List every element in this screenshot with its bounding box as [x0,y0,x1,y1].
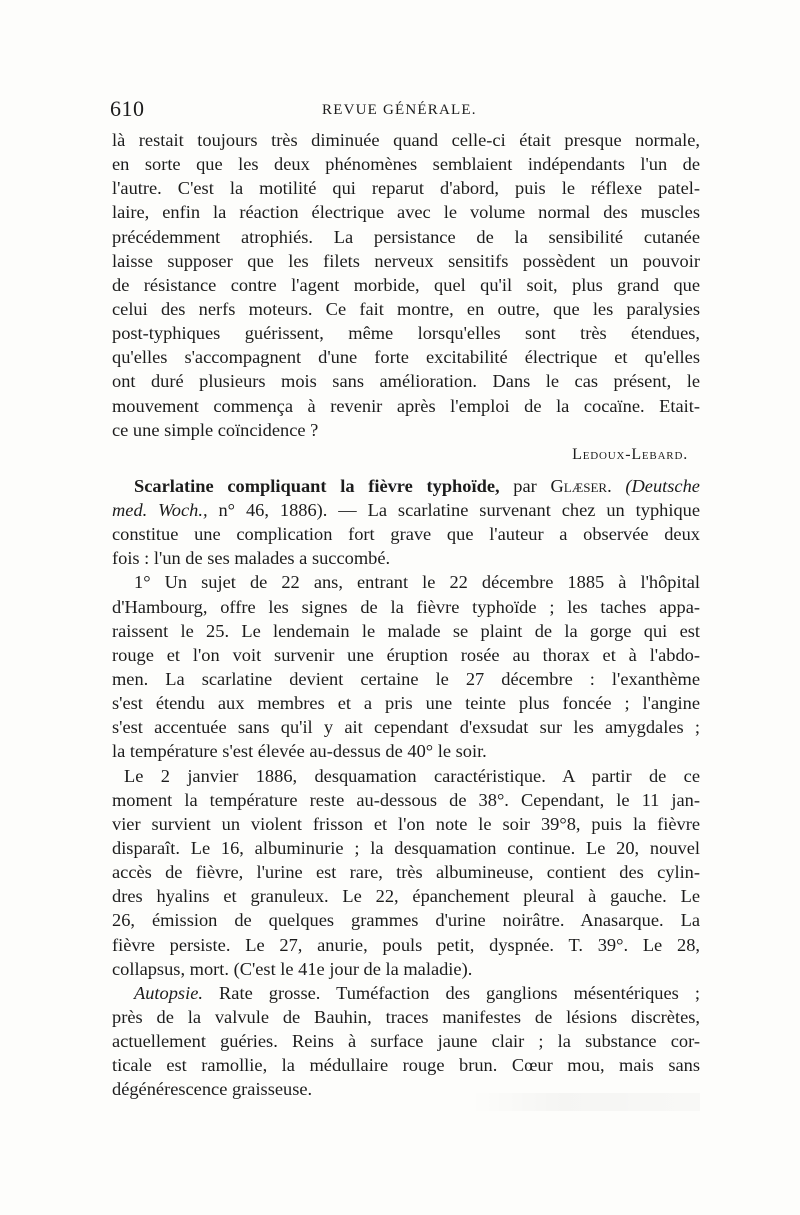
text-line: 26, émission de quelques grammes d'urine noirâtre. Anasarque. La [112,910,700,931]
text-line: disparaît. Le 16, albuminurie ; la desquamation continue. Le 20, nouvel [112,837,700,858]
text-line: Le 2 janvier 1886, desquamation caractéristique. A partir de ce [124,765,700,786]
text-line: s'est accentuée sans qu'il y ait cependant d'exsudat sur les amygdales ; [112,717,700,738]
page-number: 610 [110,96,145,121]
text-line: moment la température reste au-dessous de 38°. Cependant, le 11 jan- [112,789,700,810]
article-title: Scarlatine compliquant la fièvre typhoïde, [134,475,500,496]
article-by: par [513,475,537,496]
text-line: rouge et l'on voit survenir une éruption rosée au thorax et à l'abdo- [112,644,700,665]
text-line: fièvre persiste. Le 27, anurie, pouls petit, dyspnée. T. 39°. Le 28, [112,934,700,955]
text-line: dégénérescence graisseuse. [112,1079,313,1100]
text-line: constitue une complication fort grave que l'auteur a observée deux [112,524,700,545]
article-title-line [112,474,700,498]
autopsy-line [112,981,700,1005]
text-line: s'est étendu aux membres et a pris une teinte plus foncée ; l'angine [112,693,700,714]
text-line: actuellement guéries. Reins à surface jaune clair ; la substance cor- [112,1031,700,1052]
text-line: laisse supposer que les filets nerveux sensitifs possèdent un pouvoir [112,250,700,271]
text-line: ce une simple coïncidence ? [112,419,319,440]
text-line: ont duré plusieurs mois sans amélioration. Dans le cas présent, le [112,371,700,392]
text-line: vier survient un violent frisson et l'on note le soir 39°8, puis la fièvre [112,813,700,834]
text-line: celui des nerfs moteurs. Ce fait montre, en outre, que les paralysies [112,298,700,319]
show-through-smudge [470,1093,700,1111]
text-line: raissent le 25. Le lendemain le malade se plaint de la gorge qui est [112,620,700,641]
text-line: là restait toujours très diminuée quand celle-ci était presque normale, [112,130,700,150]
text-line: laire, enfin la réaction électrique avec le volume normal des muscles [112,202,700,223]
text-line: ticale est ramollie, la médullaire rouge brun. Cœur mou, mais sans [112,1055,700,1076]
article-author: Glæser. [550,475,612,496]
running-title: REVUE GÉNÉRALE. [322,102,477,118]
text-line: post-typhiques guérissent, même lorsqu'elles sont très étendues, [112,323,700,344]
text-line: mouvement commença à revenir après l'emploi de la cocaïne. Etait- [112,395,700,416]
page-header [110,96,700,122]
journal-name: (Deutsche [625,475,700,496]
text-line: qu'elles s'accompagnent d'une forte excitabilité électrique et qu'elles [112,347,700,368]
body-text [112,128,700,1101]
text-line: près de la valvule de Bauhin, traces manifestes de lésions discrètes, [112,1006,700,1027]
citation-line [112,498,700,522]
autopsy-label: Autopsie. [134,982,203,1003]
article-scarlatine [112,474,700,1102]
text-line: de résistance contre l'agent morbide, quel qu'il soit, plus grand que [112,274,700,295]
citation-text: n° 46, 1886). — La scarlatine survenant chez un typhique [218,499,701,520]
text-line: accès de fièvre, l'urine est rare, très albumineuse, contient des cylin- [112,862,700,883]
text-line: précédemment atrophiés. La persistance de la sensibilité cutanée [112,226,700,247]
author-signature: Ledoux-Lebard. [572,445,688,463]
text-line: 1° Un sujet de 22 ans, entrant le 22 décembre 1885 à l'hôpital [134,572,700,593]
text-line: collapsus, mort. (C'est le 41e jour de la maladie). [112,958,473,979]
autopsy-text: Rate grosse. Tuméfaction des ganglions mésentériques ; [219,982,700,1003]
text-line: men. La scarlatine devient certaine le 27 décembre : l'exanthème [112,668,700,689]
article-continuation [112,128,700,468]
text-line: d'Hambourg, offre les signes de la fièvre typhoïde ; les taches appa- [112,596,700,617]
text-line: l'autre. C'est la motilité qui reparut d'abord, puis le réflexe patel- [112,178,700,199]
text-line: fois : l'un de ses malades a succombé. [112,548,391,569]
text-line: en sorte que les deux phénomènes semblaient indépendants l'un de [112,154,700,175]
journal-name-cont: med. Woch., [112,499,208,520]
text-line: dres hyalins et granuleux. Le 22, épanchement pleural à gauche. Le [112,886,700,907]
text-line: la température s'est élevée au-dessus de 40° le soir. [112,741,487,762]
